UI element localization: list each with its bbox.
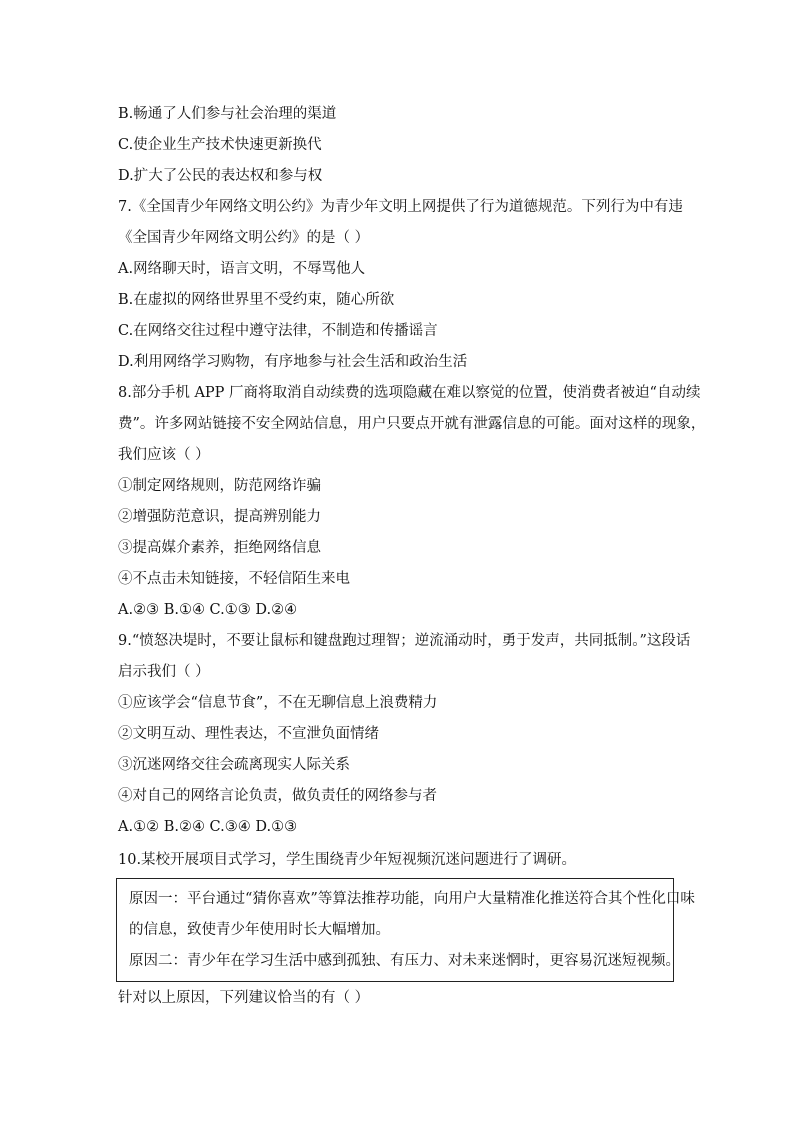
question-9-stem: 9.“愤怒决堤时，不要让鼠标和键盘跑过理智；逆流涌动时，勇于发声，共同抵制。”这段话: [118, 633, 691, 649]
statement-8-3: ③提高媒介素养，拒绝网络信息: [118, 540, 321, 556]
reasons-box: [116, 878, 695, 982]
reason-2: 原因二：青少年在学习生活中感到孤独、有压力、对未来迷惘时，更容易沉迷短视频。: [129, 953, 680, 969]
statement-8-1: ①制定网络规则，防范网络诈骗: [118, 478, 321, 494]
option-6b: B.畅通了人们参与社会治理的渠道: [118, 106, 337, 122]
statement-9-1: ①应该学会“信息节食”，不在无聊信息上浪费精力: [118, 695, 438, 711]
reason-1-line-2: 的信息，致使青少年使用时长大幅增加。: [129, 922, 390, 938]
question-8-stem-end: 我们应该（ ）: [118, 447, 210, 463]
statement-9-2: ②文明互动、理性表达，不宣泄负面情绪: [118, 726, 379, 742]
statement-8-2: ②增强防范意识，提高辨别能力: [118, 509, 321, 525]
statement-9-3: ③沉迷网络交往会疏离现实人际关系: [118, 757, 350, 773]
question-10-stem: 10.某校开展项目式学习，学生围绕青少年短视频沉迷问题进行了调研。: [118, 852, 577, 868]
option-7b: B.在虚拟的网络世界里不受约束，随心所欲: [118, 292, 395, 308]
question-10-prompt: 针对以上原因，下列建议恰当的有（ ）: [118, 990, 370, 1006]
statement-9-4: ④对自己的网络言论负责，做负责任的网络参与者: [118, 788, 437, 804]
question-7-stem: 7.《全国青少年网络文明公约》为青少年文明上网提供了行为道德规范。下列行为中有违: [118, 199, 683, 215]
options-9: A.①② B.②④ C.③④ D.①③: [118, 819, 298, 835]
question-8-stem: 8.部分手机 APP 厂商将取消自动续费的选项隐藏在难以察觉的位置，使消费者被迫“自动续: [118, 385, 701, 401]
option-7a: A.网络聊天时，语言文明，不辱骂他人: [118, 261, 366, 277]
reason-1-line-1: 原因一：平台通过“猜你喜欢”等算法推荐功能，向用户大量精准化推送符合其个性化口味: [129, 891, 695, 907]
question-8-stem-cont: 费”。许多网站链接不安全网站信息，用户只要点开就有泄露信息的可能。面对这样的现象，: [118, 416, 706, 432]
question-7-stem-cont: 《全国青少年网络文明公约》的是（ ）: [118, 230, 370, 246]
options-8: A.②③ B.①④ C.①③ D.②④: [118, 602, 298, 618]
option-6d: D.扩大了公民的表达权和参与权: [118, 168, 323, 184]
option-7c: C.在网络交往过程中遵守法律，不制造和传播谣言: [118, 323, 438, 339]
statement-8-4: ④不点击未知链接，不轻信陌生来电: [118, 571, 350, 587]
option-7d: D.利用网络学习购物，有序地参与社会生活和政治生活: [118, 354, 468, 370]
option-6c: C.使企业生产技术快速更新换代: [118, 137, 322, 153]
question-9-stem-cont: 启示我们（ ）: [118, 664, 210, 680]
